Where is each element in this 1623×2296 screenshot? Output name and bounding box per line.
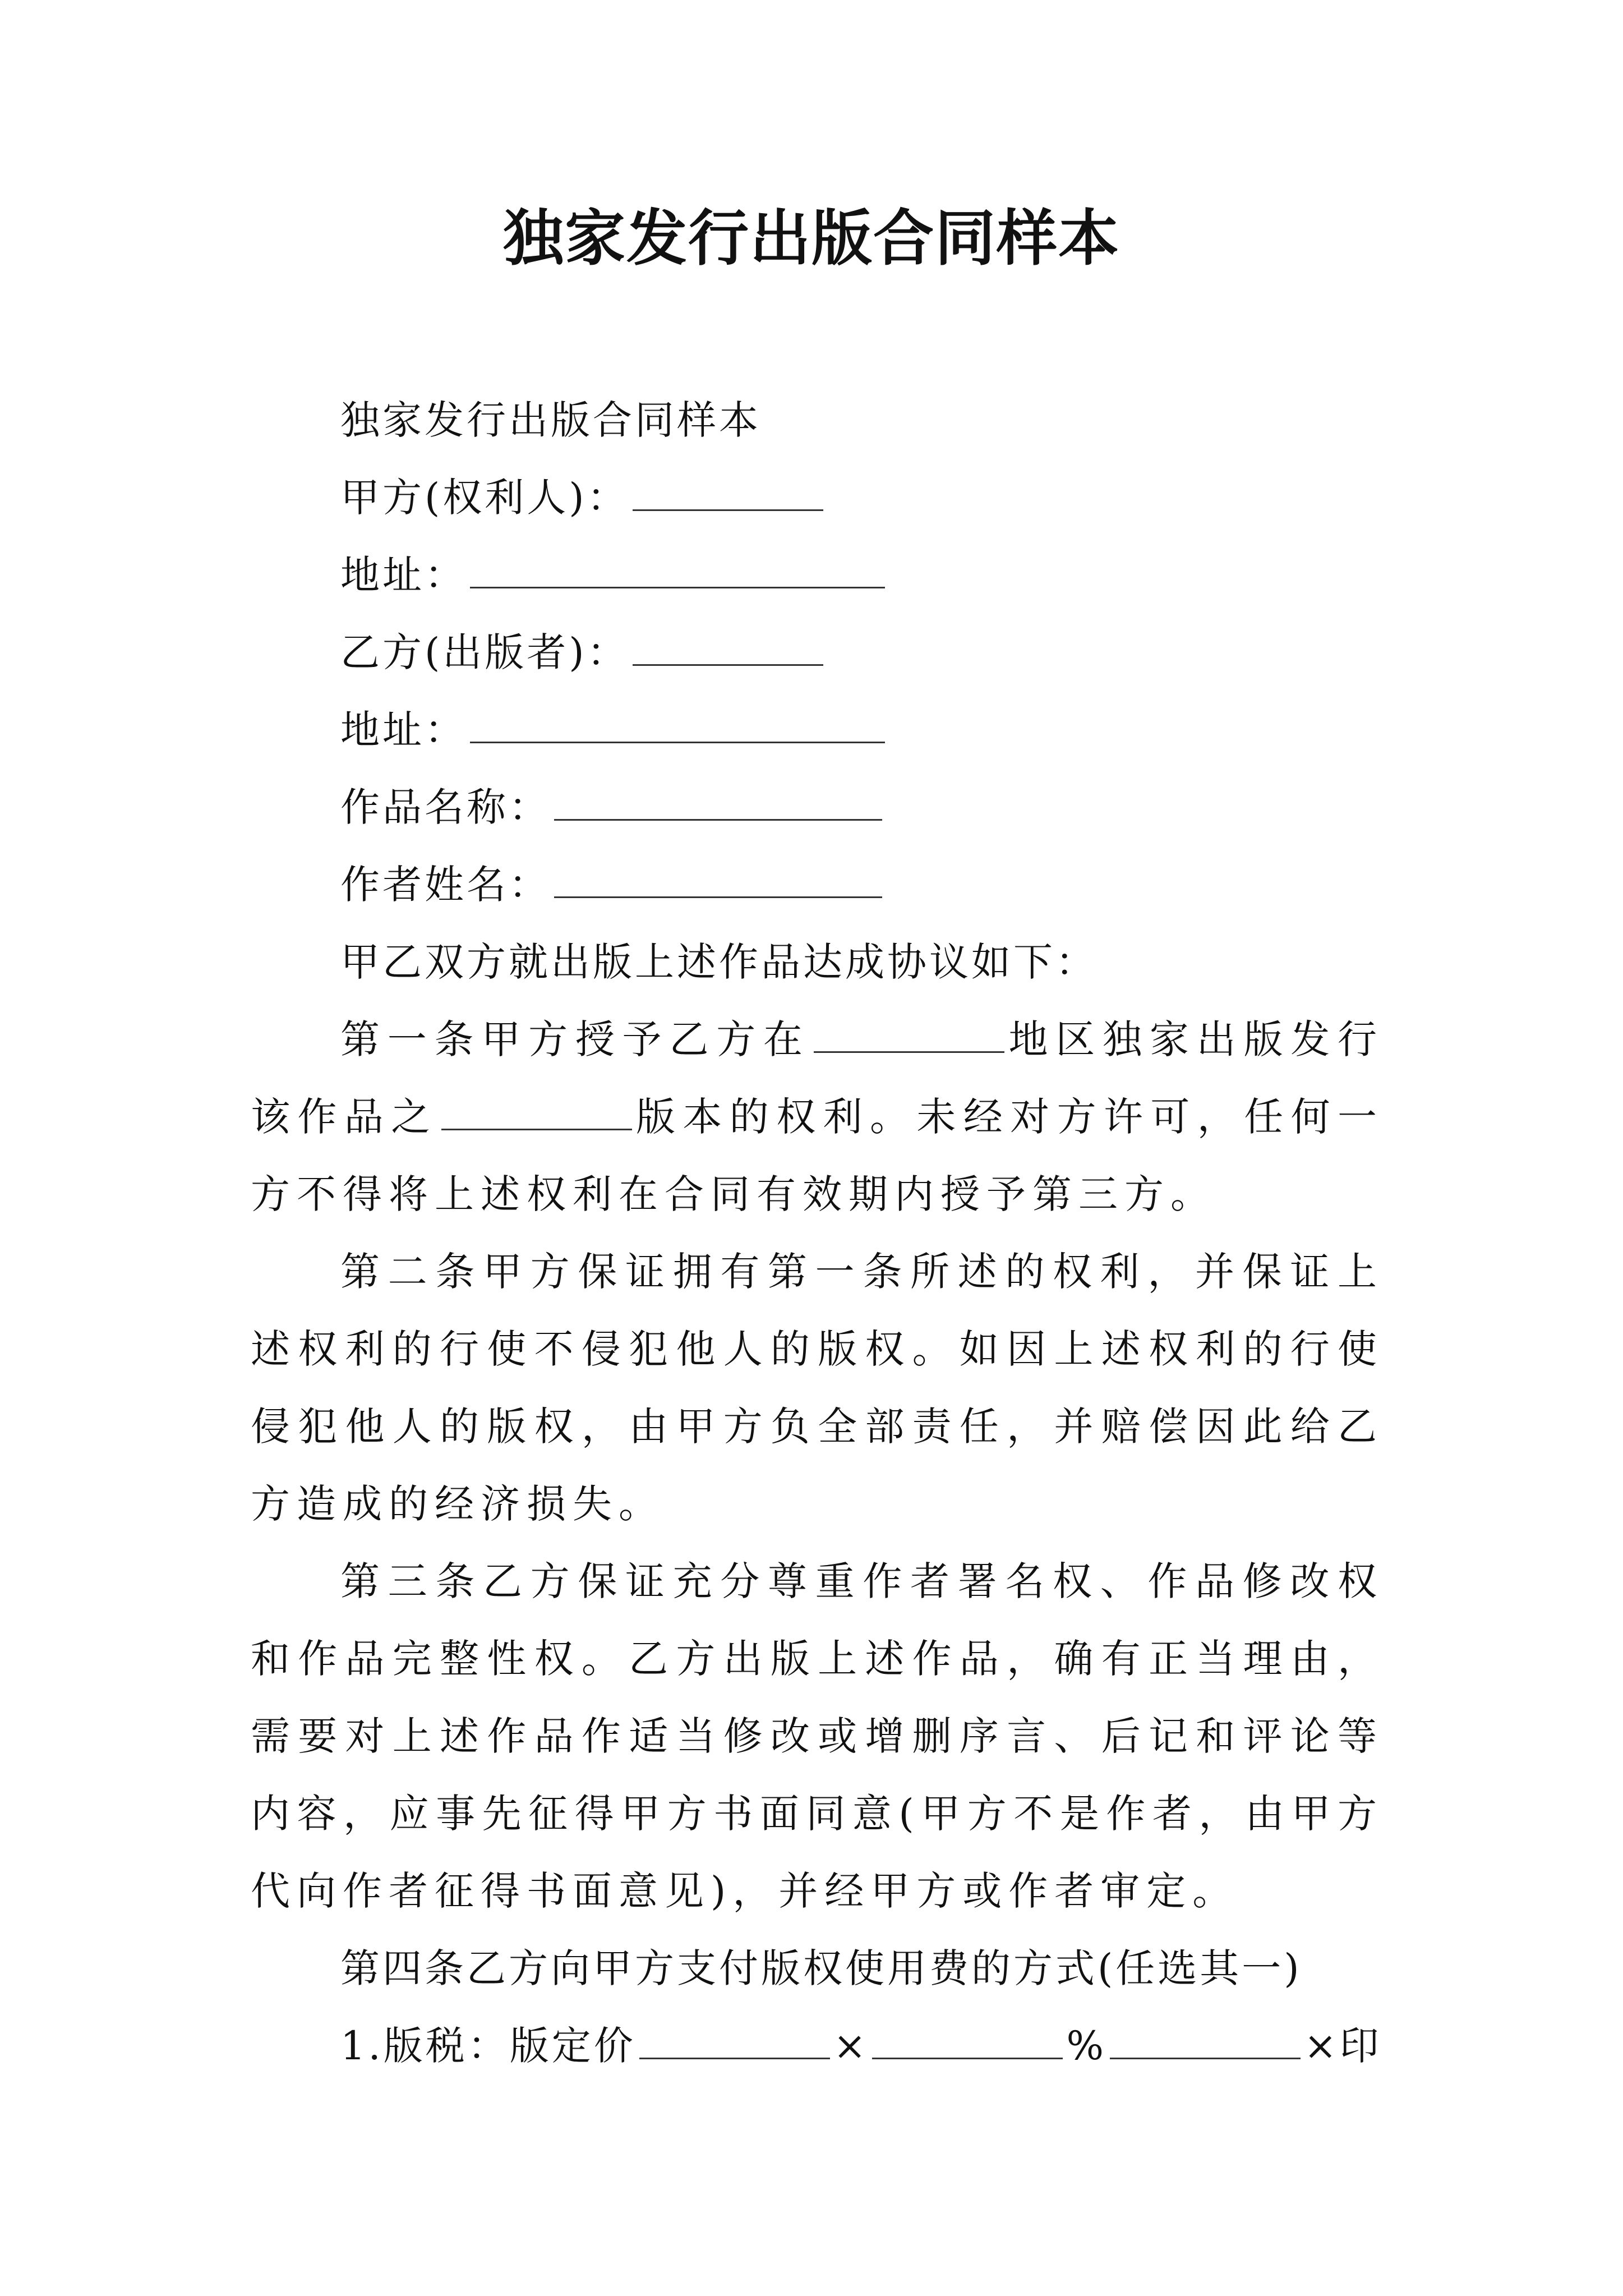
intro-line: 甲乙双方就出版上述作品达成协议如下： — [340, 939, 1098, 985]
contract-subtitle: 独家发行出版合同样本 — [340, 397, 761, 443]
party-a-label: 甲方(权利人)： — [340, 475, 629, 521]
work-title-field — [251, 769, 1384, 846]
article-4-heading: 第四条乙方向甲方支付版权使用费的方式(任选其一) — [340, 1945, 1302, 1991]
article-1-part-3: 版本的权利。未经对方许可，任何一方不得将上述权利在合同有效期内授予第三方。 — [251, 1094, 1384, 1217]
article-2: 第二条甲方保证拥有第一条所述的权利，并保证上述权利的行使不侵犯他人的版权。如因上述权利的行使侵犯他人的版权，由甲方负全部责任，并赔偿因此给乙方造成的经济损失。 — [251, 1249, 1384, 1527]
party-a-blank — [633, 476, 823, 511]
document-title: 独家发行出版合同样本 — [502, 203, 1120, 274]
edition-blank — [441, 1095, 632, 1130]
party-a-address-blank — [470, 553, 885, 588]
article-1-part-1: 第一条甲方授予乙方在 — [340, 1016, 810, 1062]
party-b-address-blank — [470, 708, 885, 743]
author-name-field — [251, 846, 1384, 923]
party-b-label: 乙方(出版者)： — [340, 629, 629, 675]
document-body — [251, 381, 1384, 2085]
article-1-part-2: 地区独家出版发行该作品之 — [251, 1016, 1384, 1140]
work-title-blank — [554, 785, 882, 821]
author-name-blank — [554, 863, 882, 898]
work-title-label: 作品名称： — [340, 784, 551, 830]
royalty-suffix: ×印 — [1303, 2023, 1382, 2069]
party-a-address-field — [251, 536, 1384, 614]
party-b-field — [251, 614, 1384, 691]
article-1 — [251, 1001, 1384, 1233]
rate-blank — [872, 2024, 1063, 2059]
party-b-address-field — [251, 691, 1384, 769]
percent-sign: % — [1066, 2023, 1106, 2069]
price-blank — [639, 2024, 830, 2059]
article-3: 第三条乙方保证充分尊重作者署名权、作品修改权和作品完整性权。乙方出版上述作品，确有正当理由，需要对上述作品作适当修改或增删序言、后记和评论等内容，应事先征得甲方书面同意(甲方不是作者，由甲方代向作者征得书面意见)，并经甲方或作者审定。 — [251, 1558, 1384, 1914]
print-run-blank — [1110, 2024, 1301, 2059]
article-4-item-1 — [251, 2007, 1384, 2085]
party-b-address-label: 地址： — [340, 707, 467, 753]
author-name-label: 作者姓名： — [340, 862, 551, 908]
party-a-field — [251, 459, 1384, 536]
royalty-prefix: 1.版税：版定价 — [340, 2023, 636, 2069]
region-blank — [814, 1018, 1004, 1053]
party-a-address-label: 地址： — [340, 552, 467, 598]
times-sign: × — [833, 2023, 869, 2069]
party-b-blank — [633, 631, 823, 666]
